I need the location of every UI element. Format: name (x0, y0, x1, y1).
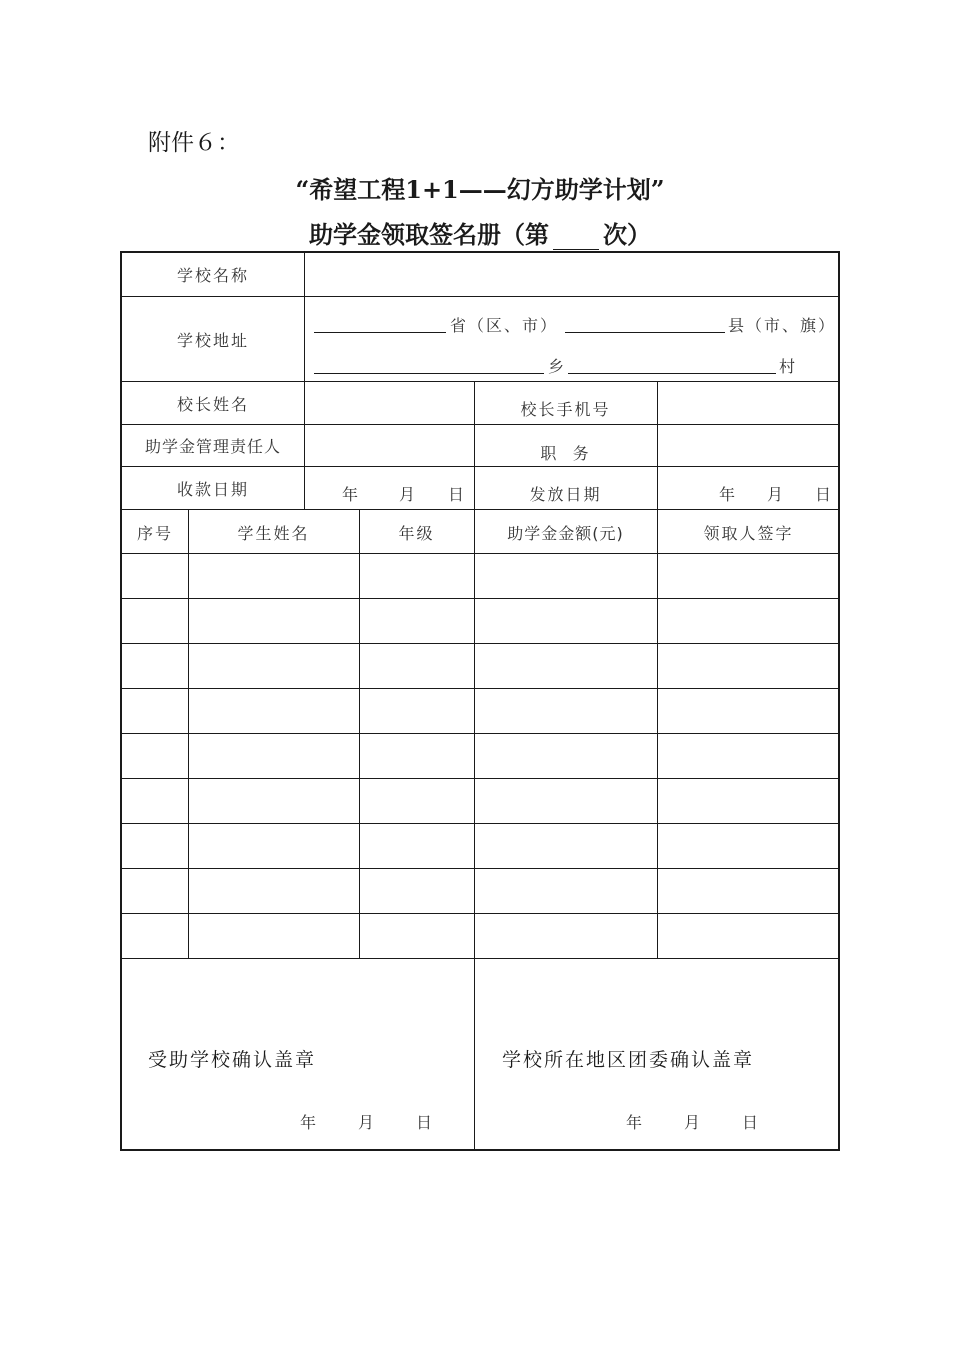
row-cell-grade[interactable] (361, 915, 472, 956)
subtitle-suffix: 次） (603, 220, 651, 249)
school-seal-month: 月 (358, 1113, 375, 1132)
league-seal-day: 日 (742, 1113, 759, 1132)
times-blank[interactable] (553, 227, 599, 250)
row-cell-grade[interactable] (361, 825, 472, 866)
township-blank[interactable] (314, 373, 544, 374)
school-seal-year: 年 (300, 1113, 317, 1132)
header-index: 序号 (136, 524, 173, 543)
row-cell-student-name[interactable] (190, 690, 357, 731)
row-cell-index[interactable] (124, 780, 186, 821)
row-cell-grade[interactable] (361, 870, 472, 911)
row-cell-amount[interactable] (476, 825, 655, 866)
league-seal-year: 年 (626, 1113, 643, 1132)
position-field[interactable] (659, 426, 837, 464)
manager-field[interactable] (306, 426, 472, 464)
league-seal-label: 学校所在地区团委确认盖章 (502, 1049, 755, 1071)
form-table (120, 251, 840, 1151)
issue-year: 年 (719, 485, 736, 504)
row-cell-index[interactable] (124, 690, 186, 731)
receive-date-label: 收款日期 (176, 480, 249, 499)
row-cell-index[interactable] (124, 645, 186, 686)
row-cell-grade[interactable] (361, 735, 472, 776)
row-cell-amount[interactable] (476, 645, 655, 686)
receive-year: 年 (342, 485, 359, 504)
principal-name-label: 校长姓名 (176, 395, 249, 414)
document-subtitle (0, 215, 960, 250)
principal-name-field[interactable] (306, 383, 472, 422)
receive-day: 日 (448, 485, 465, 504)
row-cell-amount[interactable] (476, 915, 655, 956)
row-cell-signature[interactable] (659, 555, 838, 596)
row-cell-signature[interactable] (659, 600, 838, 641)
row-cell-amount[interactable] (476, 690, 655, 731)
school-name-label: 学校名称 (176, 266, 249, 285)
row-cell-signature[interactable] (659, 915, 838, 956)
header-grade: 年级 (398, 524, 435, 543)
header-signature: 领取人签字 (703, 524, 794, 543)
manager-label: 助学金管理责任人 (144, 437, 281, 456)
row-cell-amount[interactable] (476, 600, 655, 641)
row-cell-signature[interactable] (659, 825, 838, 866)
row-cell-amount[interactable] (476, 735, 655, 776)
row-cell-amount[interactable] (476, 870, 655, 911)
row-cell-index[interactable] (124, 600, 186, 641)
row-cell-index[interactable] (124, 555, 186, 596)
row-cell-grade[interactable] (361, 780, 472, 821)
row-cell-student-name[interactable] (190, 555, 357, 596)
row-cell-grade[interactable] (361, 690, 472, 731)
province-blank[interactable] (314, 332, 446, 333)
row-cell-student-name[interactable] (190, 780, 357, 821)
position-label: 职 务 (540, 444, 591, 463)
row-cell-index[interactable] (124, 735, 186, 776)
league-seal-month: 月 (684, 1113, 701, 1132)
header-student-name: 学生姓名 (237, 524, 310, 543)
receive-month: 月 (399, 485, 416, 504)
issue-month: 月 (767, 485, 784, 504)
village-suffix: 村 (779, 357, 798, 376)
row-cell-student-name[interactable] (190, 735, 357, 776)
row-cell-amount[interactable] (476, 780, 655, 821)
row-cell-signature[interactable] (659, 645, 838, 686)
row-cell-signature[interactable] (659, 780, 838, 821)
row-cell-student-name[interactable] (190, 825, 357, 866)
subtitle-prefix: 助学金领取签名册（第 (309, 220, 549, 249)
issue-day: 日 (815, 485, 832, 504)
row-cell-student-name[interactable] (190, 870, 357, 911)
school-name-field[interactable] (306, 255, 836, 293)
issue-date-label: 发放日期 (529, 485, 602, 504)
township-suffix: 乡 (548, 357, 567, 376)
row-cell-student-name[interactable] (190, 645, 357, 686)
row-cell-index[interactable] (124, 870, 186, 911)
row-cell-grade[interactable] (361, 555, 472, 596)
village-blank[interactable] (568, 373, 776, 374)
row-cell-amount[interactable] (476, 555, 655, 596)
row-cell-index[interactable] (124, 825, 186, 866)
annex-label: 附件６： (148, 130, 240, 156)
county-suffix: 县（市、旗） (728, 316, 837, 335)
row-cell-signature[interactable] (659, 870, 838, 911)
county-blank[interactable] (565, 332, 725, 333)
row-cell-grade[interactable] (361, 645, 472, 686)
row-cell-grade[interactable] (361, 600, 472, 641)
row-cell-signature[interactable] (659, 690, 838, 731)
row-cell-student-name[interactable] (190, 600, 357, 641)
principal-phone-label: 校长手机号 (520, 400, 611, 419)
document-title: “希望工程1+1——幻方助学计划” (295, 175, 665, 204)
row-cell-signature[interactable] (659, 735, 838, 776)
header-amount: 助学金金额(元) (507, 524, 624, 543)
school-address-label: 学校地址 (176, 331, 249, 350)
row-cell-index[interactable] (124, 915, 186, 956)
row-cell-student-name[interactable] (190, 915, 357, 956)
school-seal-label: 受助学校确认盖章 (148, 1049, 317, 1071)
province-suffix: 省（区、市） (450, 316, 559, 335)
school-seal-day: 日 (416, 1113, 433, 1132)
principal-phone-field[interactable] (659, 383, 837, 422)
